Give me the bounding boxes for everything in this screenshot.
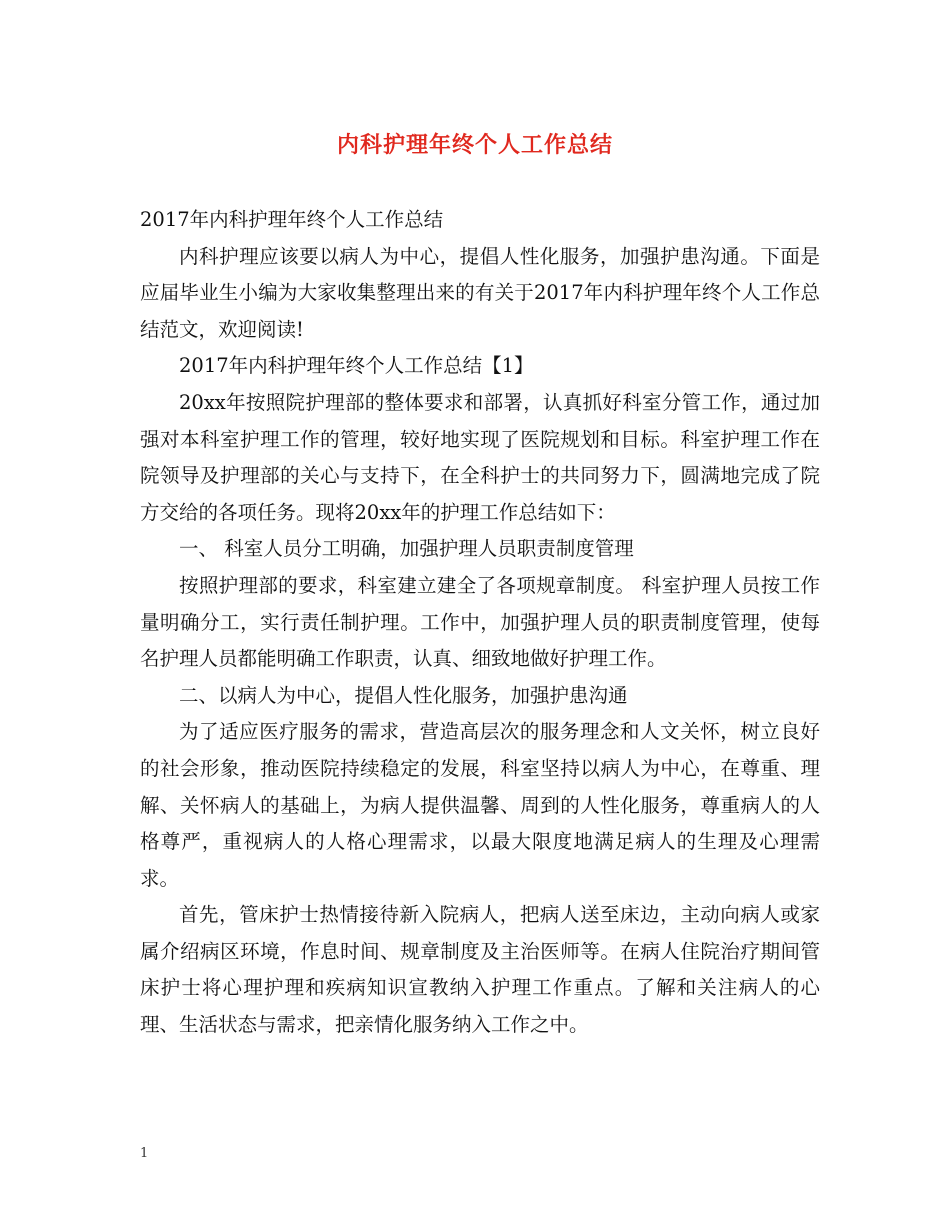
document-body	[140, 202, 820, 1044]
section-heading: 二、以病人为中心，提倡人性化服务，加强护患沟通	[179, 683, 628, 707]
paragraph: 20xx年按照院护理部的整体要求和部署，认真抓好科室分管工作，通过加强对本科室护理工作的管理，较好地实现了医院规划和目标。科室护理工作在院领导及护理部的关心与支持下，在全科护士的共同努力下，圆满地完成了院方交给的各项任务。现将20xx年的护理工作总结如下：	[140, 390, 820, 524]
document-title: 内科护理年终个人工作总结	[336, 133, 613, 158]
section-heading: 2017年内科护理年终个人工作总结【1】	[179, 354, 534, 378]
paragraph: 2017年内科护理年终个人工作总结	[140, 208, 444, 231]
paragraph: 为了适应医疗服务的需求，营造高层次的服务理念和人文关怀，树立良好的社会形象，推动医院持续稳定的发展，科室坚持以病人为中心，在尊重、理解、关怀病人的基础上，为病人提供温馨、周到的人性化服务，尊重病人的人格尊严，重视病人的人格心理需求，以最大限度地满足病人的生理及心理需求。	[140, 720, 820, 890]
section-heading: 一、 科室人员分工明确，加强护理人员职责制度管理	[179, 537, 634, 561]
paragraph: 按照护理部的要求，科室建立建全了各项规章制度。 科室护理人员按工作量明确分工，实行责任制护理。工作中，加强护理人员的职责制度管理，使每名护理人员都能明确工作职责，认真、细致地做好护理工作。	[140, 573, 820, 671]
page-number: 1	[140, 1146, 149, 1161]
paragraph: 首先，管床护士热情接待新入院病人，把病人送至床边，主动向病人或家属介绍病区环境，作息时间、规章制度及主治医师等。在病人住院治疗期间管床护士将心理护理和疾病知识宣教纳入护理工作重点。了解和关注病人的心理、生活状态与需求，把亲情化服务纳入工作之中。	[140, 903, 820, 1037]
paragraph: 内科护理应该要以病人为中心，提倡人性化服务，加强护患沟通。下面是应届毕业生小编为大家收集整理出来的有关于2017年内科护理年终个人工作总结范文，欢迎阅读!	[140, 244, 820, 341]
